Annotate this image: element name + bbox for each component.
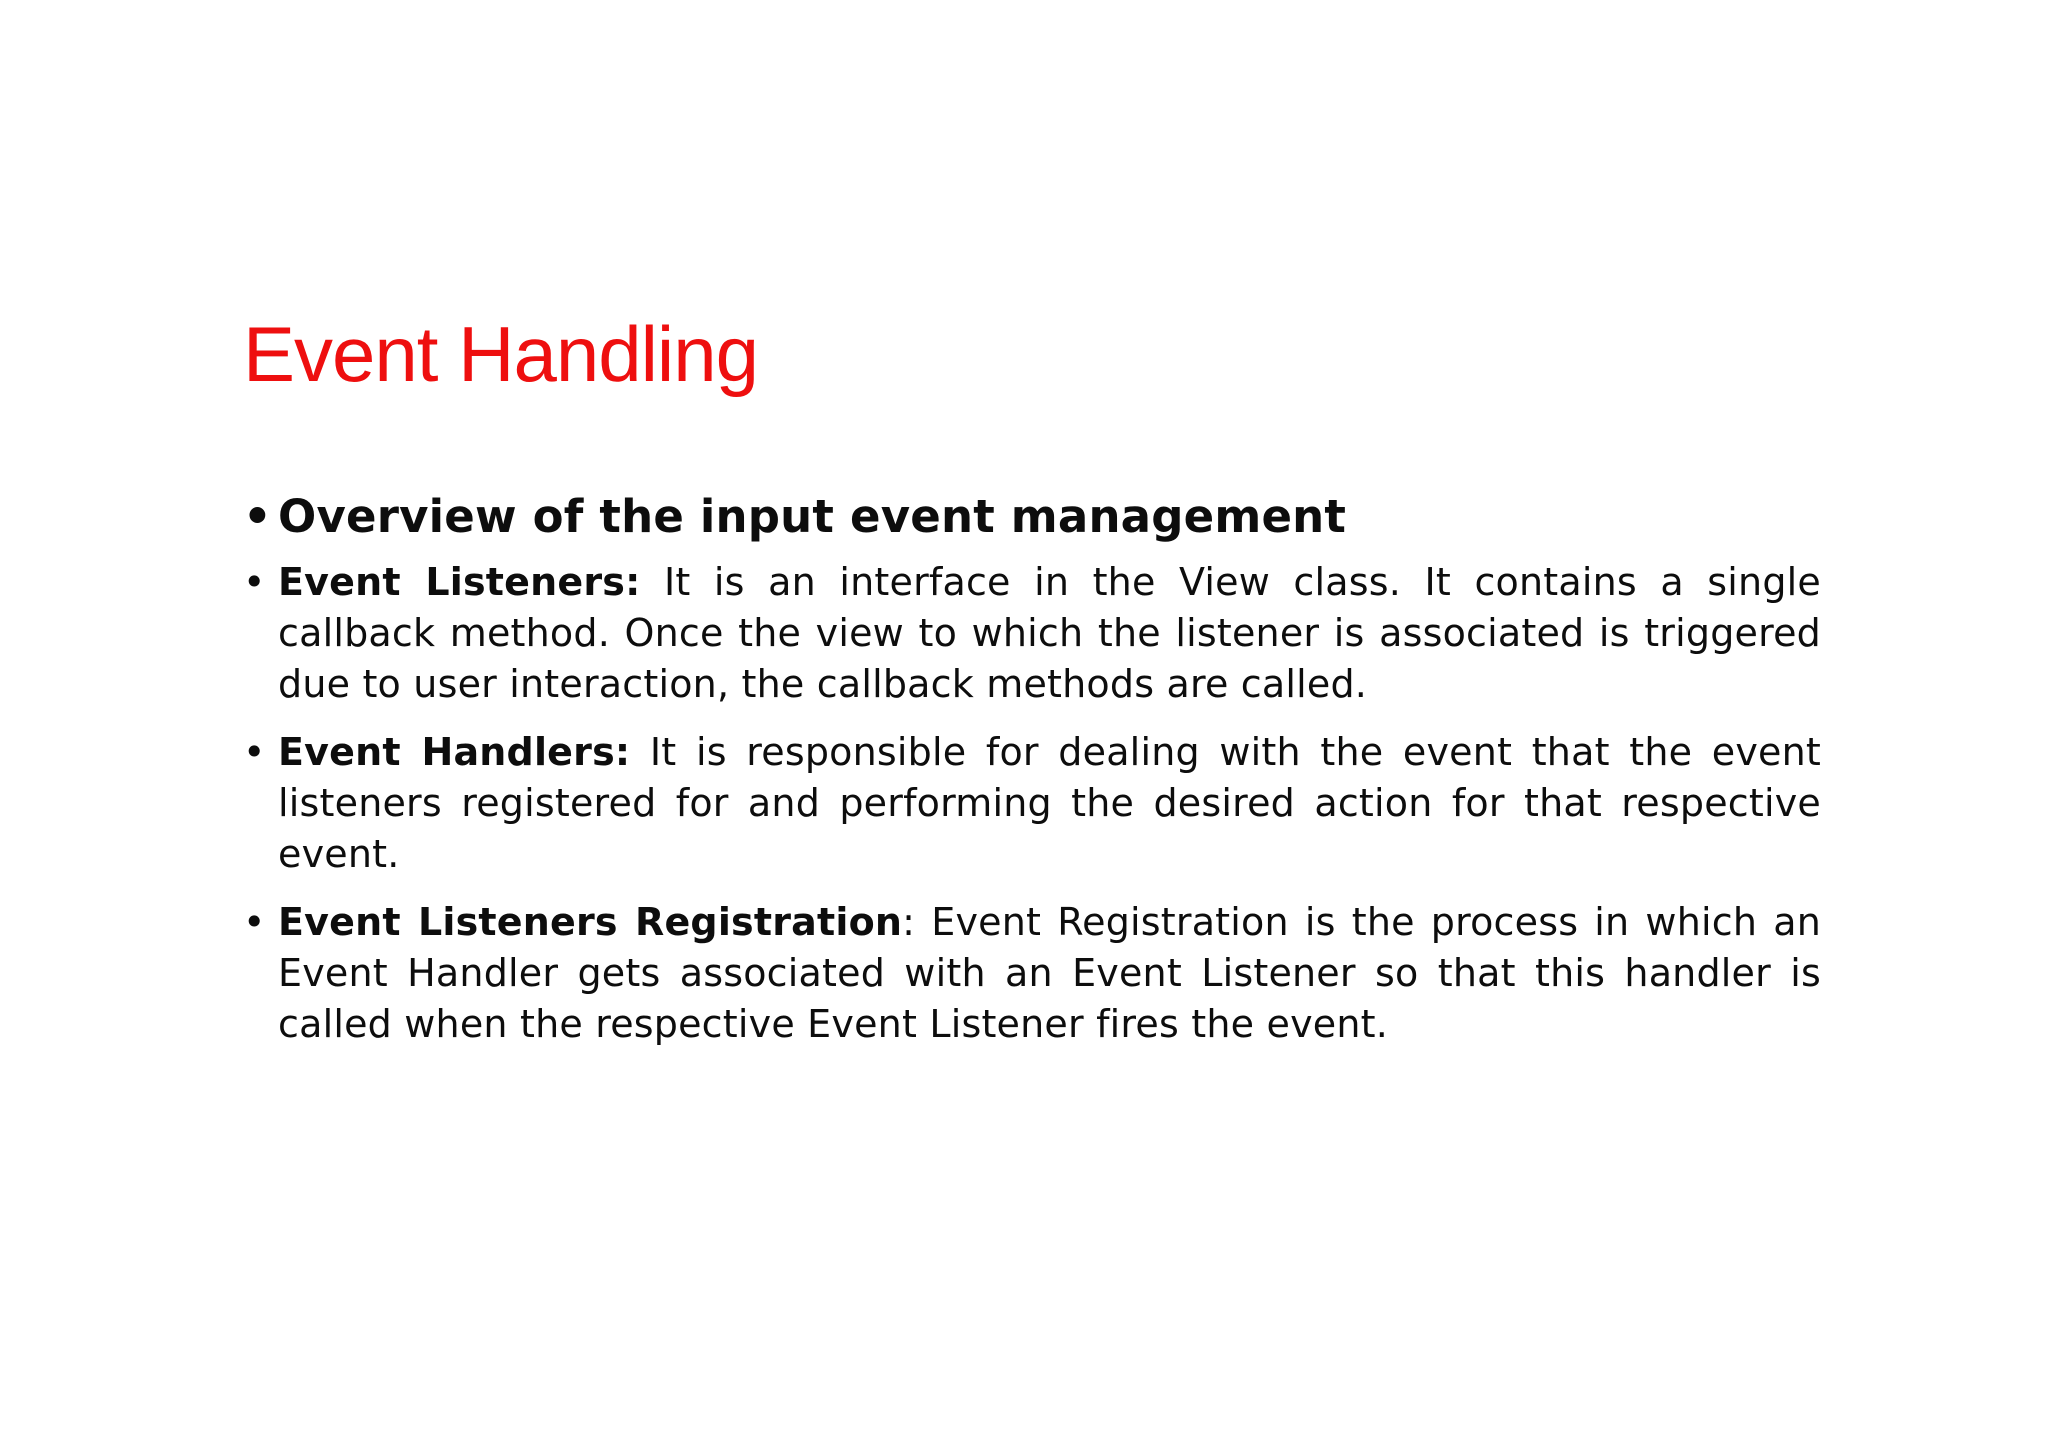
bullet-overview xyxy=(243,486,1821,548)
bullet-text: Overview of the input event management xyxy=(278,490,1347,543)
bullet-text: It is responsible for dealing with the event that the event listeners registered for and performing the desired action for that respective event. xyxy=(278,730,1821,876)
bullet-event-listeners xyxy=(243,557,1821,710)
slide-title: Event Handling xyxy=(243,310,759,398)
bullet-term: Event Listeners: xyxy=(278,560,641,604)
bullet-list xyxy=(243,486,1821,1067)
bullet-dot-icon: • xyxy=(243,560,266,604)
bullet-dot-icon: • xyxy=(243,490,272,543)
bullet-dot-icon: • xyxy=(243,900,266,944)
bullet-event-listeners-registration xyxy=(243,897,1821,1050)
bullet-term: Event Listeners Registration xyxy=(278,900,903,944)
bullet-text: : Event Registration is the process in which an Event Handler gets associated with an Event Listener so that this handler is called when the respective Event Listener fires the event. xyxy=(278,900,1821,1046)
bullet-dot-icon: • xyxy=(243,730,266,774)
bullet-event-handlers xyxy=(243,727,1821,880)
bullet-text: It is an interface in the View class. It contains a single callback method. Once the view to which the listener is associated is triggered due to user interaction, the callback methods are called. xyxy=(278,560,1821,706)
bullet-term: Event Handlers: xyxy=(278,730,631,774)
